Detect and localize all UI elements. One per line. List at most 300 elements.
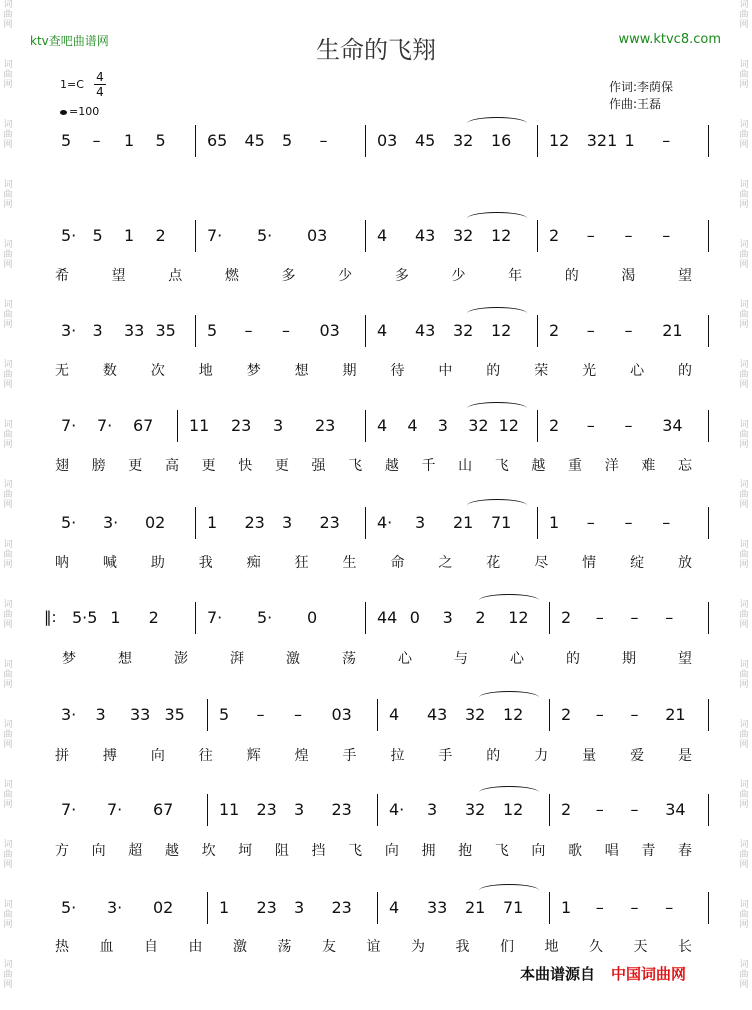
barline xyxy=(537,410,538,442)
note: 5· xyxy=(61,513,77,532)
lyric-char: 越 xyxy=(164,843,179,859)
lyric-char: 越 xyxy=(531,458,546,474)
lyric-char: 少 xyxy=(451,268,466,284)
lyric-char: 难 xyxy=(641,458,656,474)
lyric-char: 呐 xyxy=(55,555,69,571)
note: 0 xyxy=(307,608,318,627)
lyric-char: 更 xyxy=(201,458,216,474)
watermark-mark: 词 曲 网 xyxy=(739,420,749,450)
note: 43 xyxy=(427,705,448,724)
barline xyxy=(549,602,550,634)
staff-row xyxy=(0,321,752,351)
lyric-char: 更 xyxy=(128,458,143,474)
lyricist-credit: 作词:李荫保 xyxy=(609,80,674,94)
note: – xyxy=(624,416,633,435)
lyric-char: 强 xyxy=(311,458,326,474)
lyric-row xyxy=(0,745,752,765)
note: – xyxy=(630,898,639,917)
note: 5· xyxy=(257,226,273,245)
lyric-char: 飞 xyxy=(494,843,509,859)
lyric-char: 唱 xyxy=(604,843,619,859)
staff-row xyxy=(0,513,752,543)
lyric-char: 拼 xyxy=(55,748,69,764)
watermark-mark: 词 曲 网 xyxy=(739,240,749,270)
barline xyxy=(708,892,709,924)
note: – xyxy=(595,800,604,819)
note: 65 xyxy=(207,131,228,150)
song-title: 生命的飞翔 xyxy=(316,36,436,64)
slur-arc xyxy=(479,786,539,799)
lyric-char: 手 xyxy=(342,748,357,764)
lyric-char: 翅 xyxy=(55,458,69,474)
note: 11 xyxy=(189,416,210,435)
note: 1 xyxy=(124,226,135,245)
barline xyxy=(708,125,709,157)
barline xyxy=(537,507,538,539)
staff-row xyxy=(0,705,752,735)
lyric-char: 友 xyxy=(322,939,336,955)
barline xyxy=(708,602,709,634)
barline xyxy=(549,794,550,826)
note: 3 xyxy=(92,321,103,340)
watermark-mark: 词 曲 网 xyxy=(739,840,749,870)
lyric-char: 生 xyxy=(342,555,357,571)
lyric-char: 力 xyxy=(534,748,549,764)
note: 12 xyxy=(503,705,524,724)
lyric-char: 阻 xyxy=(274,843,289,859)
lyric-char: 荣 xyxy=(534,363,549,379)
note: – xyxy=(319,131,328,150)
lyric-char: 待 xyxy=(390,363,405,379)
lyric-char: 抱 xyxy=(458,843,473,859)
note: 3 xyxy=(273,416,284,435)
note: 02 xyxy=(145,513,166,532)
barline xyxy=(377,699,378,731)
barline xyxy=(365,220,366,252)
barline xyxy=(365,125,366,157)
lyric-char: 辉 xyxy=(246,748,261,764)
watermark-mark: 词 曲 网 xyxy=(3,480,13,510)
lyric-char: 花 xyxy=(486,555,501,571)
lyric-char: 绽 xyxy=(630,555,645,571)
lyric-char: 爱 xyxy=(630,748,645,764)
note: – xyxy=(282,321,290,340)
note: – xyxy=(586,226,595,245)
note: 12 xyxy=(491,321,512,340)
note: 23 xyxy=(331,800,352,819)
lyric-char: 心 xyxy=(398,651,412,667)
lyric-char: 少 xyxy=(338,268,353,284)
note: 21 xyxy=(665,705,686,724)
barline xyxy=(365,602,366,634)
watermark-mark: 词 曲 网 xyxy=(739,900,749,930)
lyric-char: 的 xyxy=(566,651,580,667)
note: – xyxy=(665,898,674,917)
lyric-char: 坷 xyxy=(238,843,253,859)
note: 4 xyxy=(377,321,388,340)
note: 03 xyxy=(377,131,398,150)
watermark-mark: 词 曲 网 xyxy=(739,0,749,30)
watermark-mark: 词 曲 网 xyxy=(3,240,13,270)
barline xyxy=(549,892,550,924)
watermark-mark: 词 曲 网 xyxy=(739,660,749,690)
lyric-char: 多 xyxy=(394,268,409,284)
lyric-char: 超 xyxy=(128,843,143,859)
note: 5· xyxy=(61,898,77,917)
note: 3 xyxy=(294,800,305,819)
slur-arc xyxy=(467,117,527,130)
watermark-mark: 词 曲 网 xyxy=(739,120,749,150)
lyric-char: 我 xyxy=(198,555,213,571)
note: 3 xyxy=(282,513,293,532)
note: 12 xyxy=(508,608,529,627)
lyric-char: 年 xyxy=(508,268,523,284)
staff-row xyxy=(0,800,752,830)
note: – xyxy=(595,898,604,917)
note: 32 xyxy=(453,226,474,245)
lyric-char: 更 xyxy=(274,458,289,474)
note: – xyxy=(586,513,595,532)
note: 2 xyxy=(561,705,572,724)
note: 1 xyxy=(624,131,635,150)
lyric-row xyxy=(0,265,752,285)
note: 23 xyxy=(319,513,340,532)
barline xyxy=(365,315,366,347)
lyric-char: 湃 xyxy=(230,651,244,667)
lyric-char: 飞 xyxy=(494,458,509,474)
note: 2 xyxy=(475,608,486,627)
note: 1 xyxy=(561,898,572,917)
note: 7· xyxy=(107,800,123,819)
note: – xyxy=(244,321,253,340)
lyric-char: 点 xyxy=(168,268,183,284)
note: – xyxy=(665,608,674,627)
watermark-mark: 词 曲 网 xyxy=(3,180,13,210)
note: 45 xyxy=(415,131,436,150)
lyric-char: 激 xyxy=(286,651,300,667)
barline xyxy=(365,410,366,442)
barline xyxy=(195,602,196,634)
slur-arc xyxy=(467,212,527,225)
lyric-row xyxy=(0,840,752,860)
note: 1 xyxy=(219,898,230,917)
note: 4· xyxy=(377,513,393,532)
lyric-char: 忘 xyxy=(678,458,692,474)
lyric-char: 梦 xyxy=(246,363,261,379)
lyric-char: 希 xyxy=(55,268,69,284)
note: 12 xyxy=(549,131,570,150)
note: 7· xyxy=(207,226,223,245)
note: 3 xyxy=(95,705,106,724)
note: 2 xyxy=(148,608,159,627)
note: 33 xyxy=(124,321,145,340)
barline xyxy=(708,410,709,442)
note: 5 xyxy=(282,131,293,150)
note: 321 xyxy=(586,131,618,150)
watermark-mark: 词 曲 网 xyxy=(739,600,749,630)
note: 2 xyxy=(561,800,572,819)
lyric-char: 荡 xyxy=(342,651,356,667)
note: 4 xyxy=(377,226,388,245)
lyric-char: 量 xyxy=(582,748,597,764)
note: 2 xyxy=(561,608,572,627)
note: 32 xyxy=(453,131,474,150)
lyric-char: 多 xyxy=(281,268,296,284)
watermark-mark: 词 曲 网 xyxy=(3,300,13,330)
barline xyxy=(708,315,709,347)
lyric-char: 千 xyxy=(421,458,436,474)
lyric-char: 期 xyxy=(342,363,357,379)
time-signature xyxy=(94,70,106,99)
note: 7· xyxy=(207,608,223,627)
lyric-char: 手 xyxy=(438,748,453,764)
note: – xyxy=(662,226,671,245)
note: 21 xyxy=(453,513,474,532)
note: 4· xyxy=(389,800,405,819)
barline xyxy=(207,699,208,731)
lyric-char: 燃 xyxy=(224,268,239,284)
note: 44 xyxy=(377,608,398,627)
note: 43 xyxy=(415,226,436,245)
lyric-char: 向 xyxy=(384,843,399,859)
watermark-mark: 词 曲 网 xyxy=(739,960,749,990)
note: 23 xyxy=(244,513,265,532)
barline xyxy=(177,410,178,442)
lyric-char: 地 xyxy=(544,939,559,955)
note: 03 xyxy=(319,321,340,340)
note: 71 xyxy=(503,898,524,917)
note: 4 xyxy=(407,416,418,435)
note: 33 xyxy=(130,705,151,724)
note: 23 xyxy=(256,800,277,819)
time-top: 4 xyxy=(96,70,104,84)
lyric-char: 们 xyxy=(500,939,514,955)
barline xyxy=(377,892,378,924)
lyric-char: 之 xyxy=(438,555,453,571)
note: 5 xyxy=(61,131,72,150)
lyric-char: 搏 xyxy=(102,748,117,764)
note: 32 xyxy=(465,705,486,724)
note: 23 xyxy=(231,416,252,435)
barline xyxy=(195,220,196,252)
lyric-char: 地 xyxy=(198,363,213,379)
note: 5 xyxy=(155,131,166,150)
watermark-mark: 词 曲 网 xyxy=(3,720,13,750)
lyric-char: 飞 xyxy=(348,843,363,859)
watermark-mark: 词 曲 网 xyxy=(739,300,749,330)
barline xyxy=(708,699,709,731)
tempo-mark xyxy=(60,105,99,118)
lyric-char: 心 xyxy=(510,651,524,667)
slur-arc xyxy=(467,402,527,415)
note: 7· xyxy=(97,416,113,435)
staff-row xyxy=(0,131,752,161)
lyric-char: 是 xyxy=(678,748,692,764)
note: 71 xyxy=(491,513,512,532)
note: – xyxy=(595,608,604,627)
note: – xyxy=(256,705,265,724)
lyric-char: 中 xyxy=(438,363,453,379)
lyric-char: 飞 xyxy=(348,458,363,474)
watermark-mark: 词 曲 网 xyxy=(3,660,13,690)
note: – xyxy=(595,705,604,724)
note: 3 xyxy=(442,608,453,627)
slur-arc xyxy=(479,691,539,704)
watermark-mark: 词 曲 网 xyxy=(3,960,13,990)
lyric-row xyxy=(0,648,752,668)
lyric-char: 为 xyxy=(411,939,425,955)
note: – xyxy=(630,800,639,819)
watermark-mark: 词 曲 网 xyxy=(739,360,749,390)
lyric-char: 拉 xyxy=(390,748,405,764)
lyric-char: 煌 xyxy=(294,748,309,764)
lyric-char: 数 xyxy=(102,363,117,379)
lyric-char: 自 xyxy=(144,939,158,955)
lyric-row xyxy=(0,360,752,380)
watermark-mark: 词 曲 网 xyxy=(739,780,749,810)
watermark-mark: 词 曲 网 xyxy=(3,780,13,810)
site-left-label: ktv查吧曲谱网 xyxy=(30,34,109,48)
note: 0 xyxy=(409,608,420,627)
watermark-mark: 词 曲 网 xyxy=(3,900,13,930)
staff-row xyxy=(0,608,752,638)
watermark-mark: 词 曲 网 xyxy=(739,540,749,570)
note: 21 xyxy=(662,321,683,340)
note: 43 xyxy=(415,321,436,340)
note: 03 xyxy=(307,226,328,245)
note: – xyxy=(624,321,633,340)
lyric-char: 期 xyxy=(622,651,636,667)
note: 34 xyxy=(665,800,686,819)
quarter-note-icon xyxy=(60,110,67,115)
note: 32 xyxy=(468,416,489,435)
lyric-char: 喊 xyxy=(102,555,117,571)
barline xyxy=(195,125,196,157)
note: – xyxy=(586,416,595,435)
lyric-char: 无 xyxy=(55,363,69,379)
note: 4 xyxy=(377,416,388,435)
note: 1 xyxy=(549,513,560,532)
lyric-char: 望 xyxy=(678,268,692,284)
barline xyxy=(195,507,196,539)
lyric-char: 荡 xyxy=(277,939,292,955)
lyric-char: 高 xyxy=(164,458,179,474)
lyric-row xyxy=(0,455,752,475)
slur-arc xyxy=(467,307,527,320)
lyric-char: 痴 xyxy=(246,555,261,571)
note: 12 xyxy=(498,416,519,435)
lyric-char: 由 xyxy=(188,939,203,955)
note: – xyxy=(662,513,671,532)
source-note xyxy=(520,963,686,984)
lyric-char: 狂 xyxy=(294,555,309,571)
lyric-row xyxy=(0,552,752,572)
note: – xyxy=(586,321,595,340)
note: 2 xyxy=(549,321,560,340)
lyric-char: 光 xyxy=(582,363,597,379)
note: 23 xyxy=(331,898,352,917)
note: 5·5 xyxy=(72,608,98,627)
note: 2 xyxy=(549,416,560,435)
lyric-char: 与 xyxy=(454,651,468,667)
lyric-char: 的 xyxy=(678,363,692,379)
lyric-char: 放 xyxy=(678,555,692,571)
note: – xyxy=(624,226,633,245)
note: 7· xyxy=(61,416,77,435)
lyric-char: 拥 xyxy=(421,843,436,859)
time-bottom: 4 xyxy=(94,84,106,99)
watermark-mark: 词 曲 网 xyxy=(3,600,13,630)
lyric-char: 的 xyxy=(564,268,579,284)
slur-arc xyxy=(467,499,527,512)
note: 35 xyxy=(155,321,176,340)
barline xyxy=(537,315,538,347)
lyric-char: 歌 xyxy=(568,843,583,859)
repeat-sign: ‖: xyxy=(44,608,57,626)
note: 45 xyxy=(244,131,265,150)
lyric-char: 望 xyxy=(678,651,692,667)
lyric-char: 热 xyxy=(55,939,69,955)
lyric-char: 向 xyxy=(531,843,546,859)
note: 7· xyxy=(61,800,77,819)
lyric-char: 春 xyxy=(678,843,692,859)
lyric-char: 越 xyxy=(384,458,399,474)
barline xyxy=(365,507,366,539)
watermark-mark: 词 曲 网 xyxy=(3,60,13,90)
note: 5 xyxy=(207,321,218,340)
lyric-char: 方 xyxy=(55,843,69,859)
lyric-char: 洋 xyxy=(604,458,619,474)
lyric-char: 谊 xyxy=(366,939,381,955)
barline xyxy=(207,794,208,826)
lyric-char: 想 xyxy=(118,651,132,667)
note: 67 xyxy=(133,416,154,435)
lyric-char: 助 xyxy=(150,555,165,571)
note: 3 xyxy=(437,416,448,435)
note: 12 xyxy=(503,800,524,819)
lyric-char: 我 xyxy=(455,939,470,955)
note: – xyxy=(92,131,101,150)
watermark-mark: 词 曲 网 xyxy=(739,180,749,210)
barline xyxy=(708,220,709,252)
lyric-char: 想 xyxy=(294,363,309,379)
lyric-char: 梦 xyxy=(62,651,76,667)
note: 3 xyxy=(415,513,426,532)
barline xyxy=(549,699,550,731)
lyric-char: 膀 xyxy=(91,458,106,474)
note: – xyxy=(630,705,639,724)
lyric-char: 尽 xyxy=(534,555,549,571)
lyric-char: 情 xyxy=(582,555,597,571)
note: 32 xyxy=(453,321,474,340)
lyric-char: 的 xyxy=(486,748,501,764)
lyric-char: 的 xyxy=(486,363,501,379)
note: – xyxy=(294,705,302,724)
staff-row xyxy=(0,226,752,256)
source-label: 本曲谱源自 xyxy=(520,965,596,983)
note: 1 xyxy=(124,131,135,150)
note: 5 xyxy=(219,705,230,724)
note: 16 xyxy=(491,131,512,150)
lyric-char: 坎 xyxy=(201,843,216,859)
watermark-mark: 词 曲 网 xyxy=(739,720,749,750)
staff-row xyxy=(0,898,752,928)
note: 33 xyxy=(427,898,448,917)
watermark-mark: 词 曲 网 xyxy=(739,60,749,90)
slur-arc xyxy=(479,884,539,897)
site-right-label: www.ktvc8.com xyxy=(618,32,721,47)
note: 3· xyxy=(107,898,123,917)
